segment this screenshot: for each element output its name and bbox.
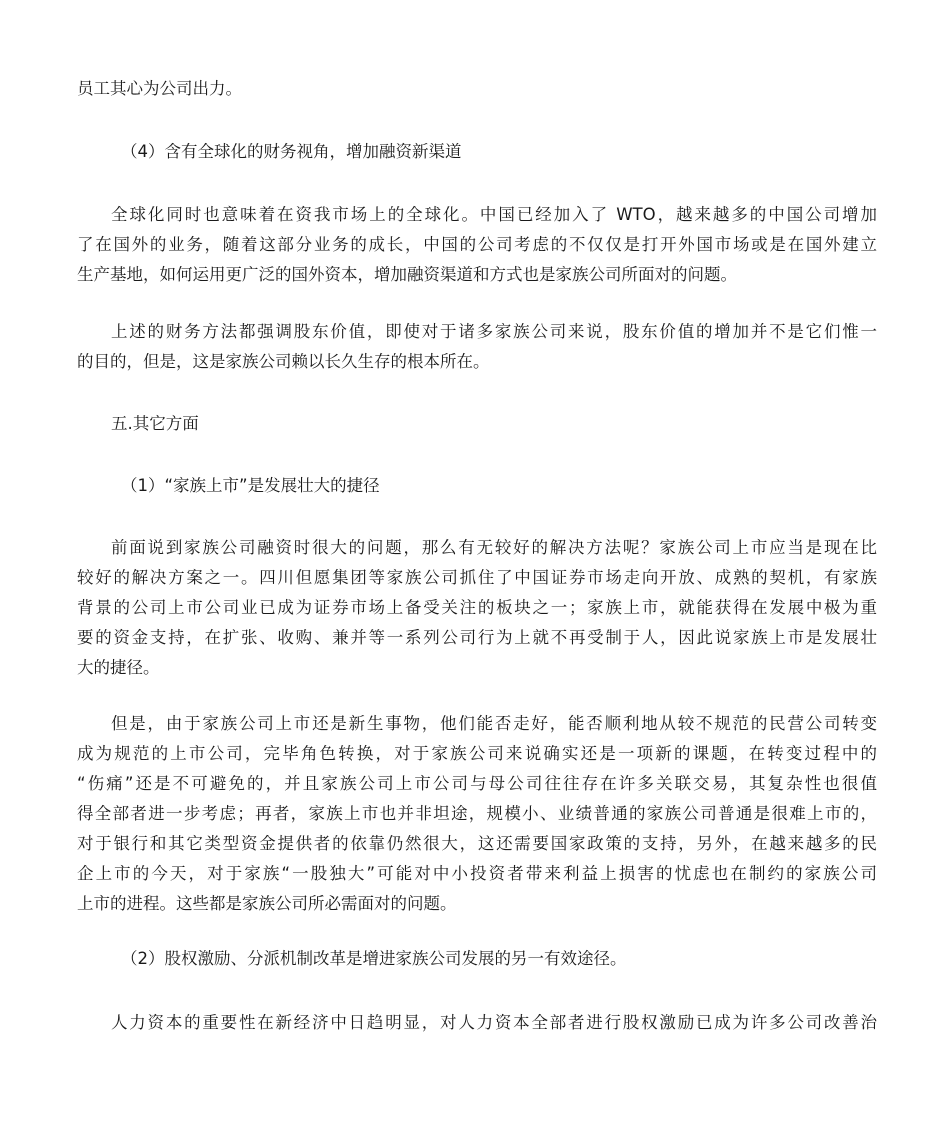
paragraph-line: 要的资金支持，在扩张、收购、兼并等一系列公司行为上就不再受制于人，因此说家族上市是发展壮 [77,628,877,647]
paragraph-line: 的目的，但是，这是家族公司赖以长久生存的根本所在。 [77,352,490,371]
paragraph-line: 上述的财务方法都强调股东价值，即使对于诸多家族公司来说，股东价值的增加并不是它们惟一 [111,322,877,341]
paragraph-line: 全球化同时也意味着在资我市场上的全球化。中国已经加入了 WTO，越来越多的中国公司增加 [111,205,877,224]
paragraph-line: 了在国外的业务，随着这部分业务的成长，中国的公司考虑的不仅仅是打开外国市场或是在国外建立 [77,235,877,254]
paragraph-line: 大的捷径。 [77,658,160,677]
paragraph-line: 成为规范的上市公司，完毕角色转换，对于家族公司来说确实还是一项新的课题，在转变过程中的 [77,744,877,763]
section-heading-5-1: （1）“家族上市”是发展壮大的捷径 [121,476,380,495]
paragraph-line: 前面说到家族公司融资时很大的问题，那么有无较好的解决方法呢？家族公司上市应当是现在比 [111,538,877,557]
paragraph-line: 较好的解决方案之一。四川但愿集团等家族公司抓住了中国证券市场走向开放、成熟的契机，有家族 [77,568,877,587]
paragraph-line: 对于银行和其它类型资金提供者的依靠仍然很大，这还需要国家政策的支持，另外，在越来越多的民 [77,834,877,853]
paragraph-line: 人力资本的重要性在新经济中日趋明显，对人力资本全部者进行股权激励已成为许多公司改善治 [111,1013,877,1032]
paragraph-line: 但是，由于家族公司上市还是新生事物，他们能否走好，能否顺利地从较不规范的民营公司转变 [111,714,877,733]
paragraph-line: 背景的公司上市公司业已成为证券市场上备受关注的板块之一；家族上市，就能获得在发展中极为重 [77,598,877,617]
section-heading-5-2: （2）股权激励、分派机制改革是增进家族公司发展的另一有效途径。 [121,949,627,968]
paragraph-line: 得全部者进一步考虑；再者，家族上市也并非坦途，规模小、业绩普通的家族公司普通是很难上市的， [77,804,877,823]
paragraph-line: 上市的进程。这些都是家族公司所必需面对的问题。 [77,894,457,913]
paragraph-line: 生产基地，如何运用更广泛的国外资本，增加融资渠道和方式也是家族公司所面对的问题。 [77,265,737,284]
section-heading-4: （4）含有全球化的财务视角，增加融资新渠道 [121,142,462,161]
paragraph-line: “伤痛”还是不可避免的，并且家族公司上市公司与母公司往往存在许多关联交易，其复杂性也很值 [77,774,877,793]
paragraph-line: 员工其心为公司出力。 [77,79,242,98]
paragraph-line: 企上市的今天，对于家族“一股独大”可能对中小投资者带来利益上损害的忧虑也在制约的家族公司 [77,864,877,883]
section-heading-5: 五.其它方面 [111,414,199,433]
